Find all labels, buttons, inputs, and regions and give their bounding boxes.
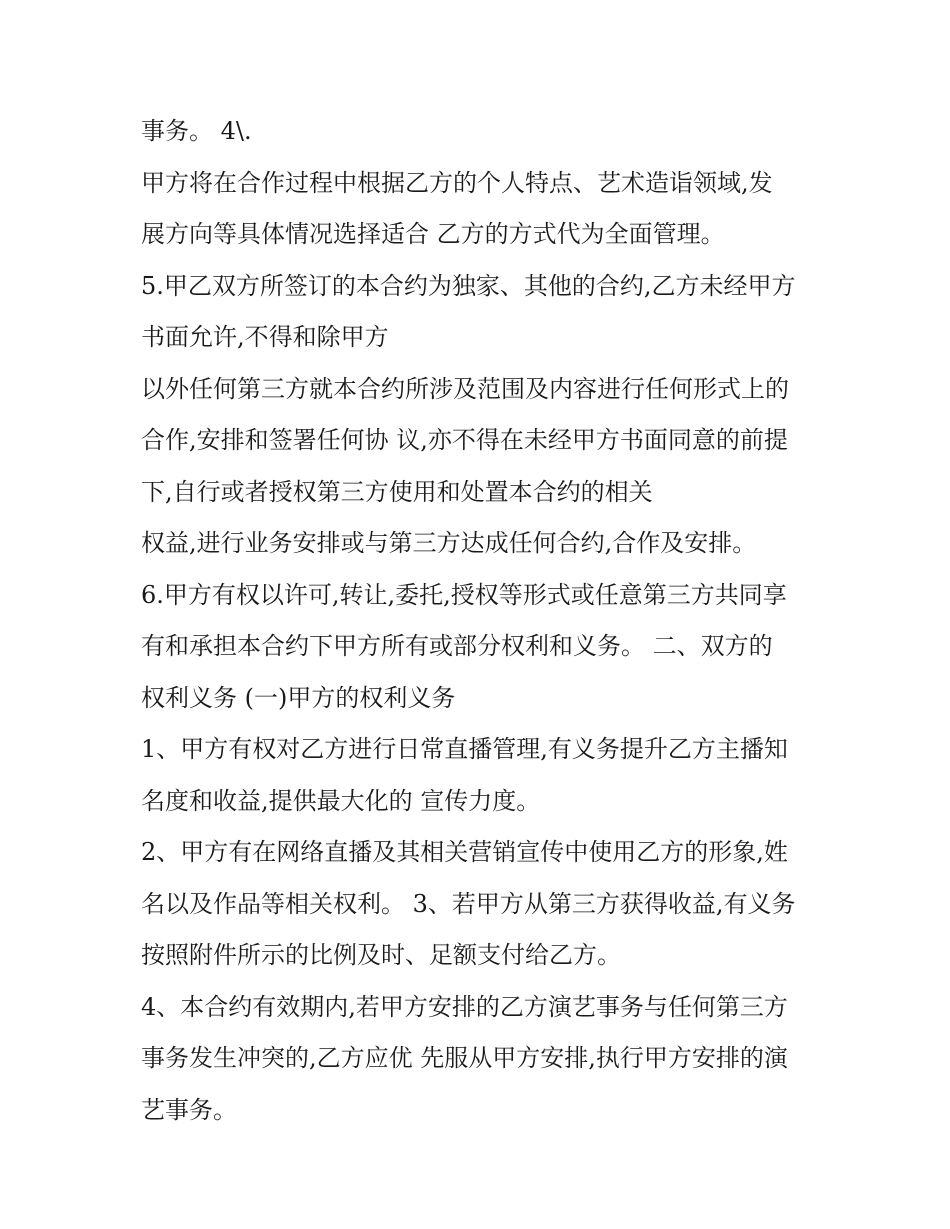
text-line: 按照附件所示的比例及时、足额支付给乙方。 xyxy=(141,941,621,969)
text-line: 下,自行或者授权第三方使用和处置本合约的相关 xyxy=(141,477,653,506)
text-line: 合作,安排和签署任何协 议,亦不得在未经甲方书面同意的前提 xyxy=(141,426,788,454)
text-line: 以外任何第三方就本合约所涉及范围及内容进行任何形式上的 xyxy=(141,374,789,403)
contract-text xyxy=(141,106,821,1136)
text-line: 权利义务 (一)甲方的权利义务 xyxy=(141,683,456,712)
text-line: 4、本合约有效期内,若甲方安排的乙方演艺事务与任何第三方 xyxy=(141,992,788,1021)
text-line: 书面允许,不得和除甲方 xyxy=(141,323,389,351)
text-line: 名度和收益,提供最大化的 宣传力度。 xyxy=(141,786,541,815)
text-line: 名以及作品等相关权利。 3、若甲方从第三方获得收益,有义务 xyxy=(141,889,796,918)
text-line: 权益,进行业务安排或与第三方达成任何合约,合作及安排。 xyxy=(141,529,757,557)
text-line: 2、甲方有在网络直播及其相关营销宣传中使用乙方的形象,姓 xyxy=(141,838,788,866)
text-line: 甲方将在合作过程中根据乙方的个人特点、艺术造诣领域,发 xyxy=(141,168,773,197)
text-line: 1、甲方有权对乙方进行日常直播管理,有义务提升乙方主播知 xyxy=(141,735,788,763)
text-line: 有和承担本合约下甲方所有或部分权利和义务。 二、双方的 xyxy=(141,632,773,660)
text-line: 展方向等具体情况选择适合 乙方的方式代为全面管理。 xyxy=(141,220,725,248)
text-line: 6.甲方有权以许可,转让,委托,授权等形式或任意第三方共同享 xyxy=(141,580,787,609)
text-line: 事务。 4\. xyxy=(141,117,252,145)
text-line: 艺事务。 xyxy=(141,1095,237,1124)
text-line: 5.甲乙双方所签订的本合约为独家、其他的合约,乙方未经甲方 xyxy=(141,271,796,300)
text-line: 事务发生冲突的,乙方应优 先服从甲方安排,执行甲方安排的演 xyxy=(141,1044,788,1072)
